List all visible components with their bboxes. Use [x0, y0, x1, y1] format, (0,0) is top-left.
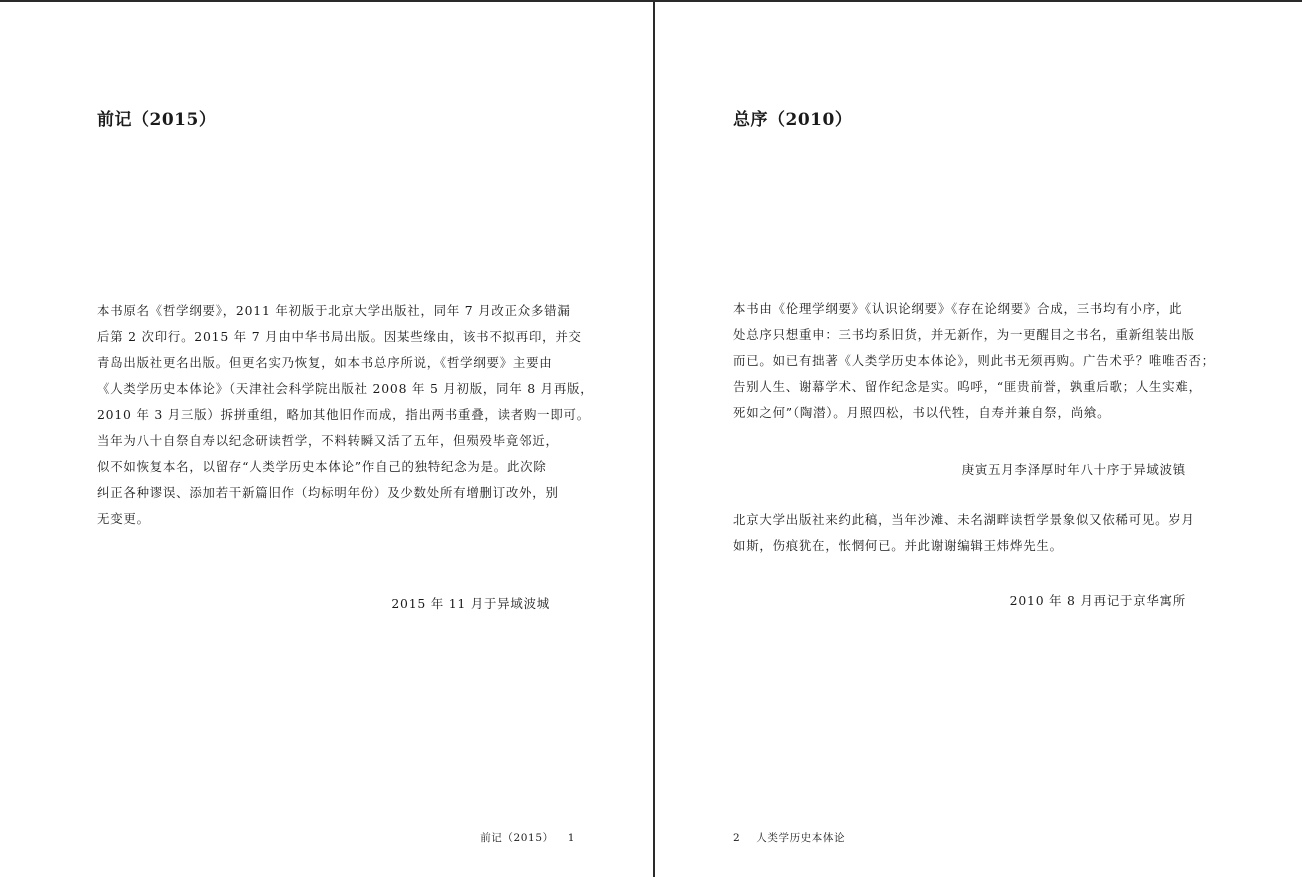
page-number: 2	[733, 832, 741, 844]
text-line: 而已。如已有拙著《人类学历史本体论》，则此书无须再购。广告术乎？唯唯否否；	[733, 353, 1215, 368]
text-line: 本书原名《哲学纲要》，2011 年初版于北京大学出版社，同年 7 月改正众多错漏	[97, 303, 571, 318]
text-line: 本书由《伦理学纲要》《认识论纲要》《存在论纲要》合成，三书均有小序，此	[733, 301, 1183, 316]
footer-title: 人类学历史本体论	[756, 832, 846, 844]
text-line: 青岛出版社更名出版。但更名实乃恢复，如本书总序所说，《哲学纲要》主要由	[97, 355, 553, 370]
text-line: 告别人生、谢幕学术、留作纪念是实。呜呼，“匪贵前誉，孰重后歌；人生实难，	[733, 379, 1202, 394]
text-line: 似不如恢复本名，以留存“人类学历史本体论”作自己的独特纪念为是。此次除	[97, 459, 547, 474]
text-line: 北京大学出版社来约此稿，当年沙滩、未名湖畔读哲学景象似又依稀可见。岁月	[733, 512, 1195, 527]
page-heading: 前记（2015）	[97, 110, 217, 130]
text-line: 如斯，伤痕犹在，怅惘何已。并此谢谢编辑王炜烨先生。	[733, 538, 1063, 553]
text-line: 后第 2 次印行。2015 年 7 月由中华书局出版。因某些缘由，该书不拟再印，并交	[97, 329, 582, 344]
body-paragraph	[97, 298, 594, 532]
date-signature: 2015 年 11 月于异域波城	[391, 596, 550, 611]
footer-title: 前记（2015）	[480, 832, 554, 844]
body-paragraph	[733, 296, 1213, 426]
text-line: 《人类学历史本体论》（天津社会科学院出版社 2008 年 5 月初版，同年 8 月再版，	[97, 381, 594, 396]
text-line: 当年为八十自祭自寿以纪念研读哲学，不料转瞬又活了五年，但殒殁毕竟邻近，	[97, 433, 559, 448]
text-line: 无变更。	[97, 511, 150, 526]
text-line: 纠正各种谬误、添加若干新篇旧作（均标明年份）及少数处所有增删订改外，别	[97, 485, 559, 500]
text-line: 死如之何”（陶潜）。月照四松，书以代牲，自寿并兼自祭，尚飨。	[733, 405, 1111, 420]
page-footer	[480, 830, 575, 845]
page-heading: 总序（2010）	[733, 110, 853, 130]
page-number: 1	[567, 832, 575, 844]
text-line: 处总序只想重申：三书均系旧货，并无新作，为一更醒目之书名，重新组装出版	[733, 327, 1195, 342]
date-signature: 2010 年 8 月再记于京华寓所	[1009, 593, 1186, 608]
postscript-paragraph	[733, 507, 1213, 559]
right-page	[655, 2, 1302, 877]
author-signature: 庚寅五月李泽厚时年八十序于异域波镇	[961, 462, 1186, 477]
page-footer	[733, 830, 845, 845]
text-line: 2010 年 3 月三版）拆拼重组，略加其他旧作而成，指出两书重叠，读者购一即可。	[97, 407, 590, 422]
left-page	[0, 2, 653, 877]
